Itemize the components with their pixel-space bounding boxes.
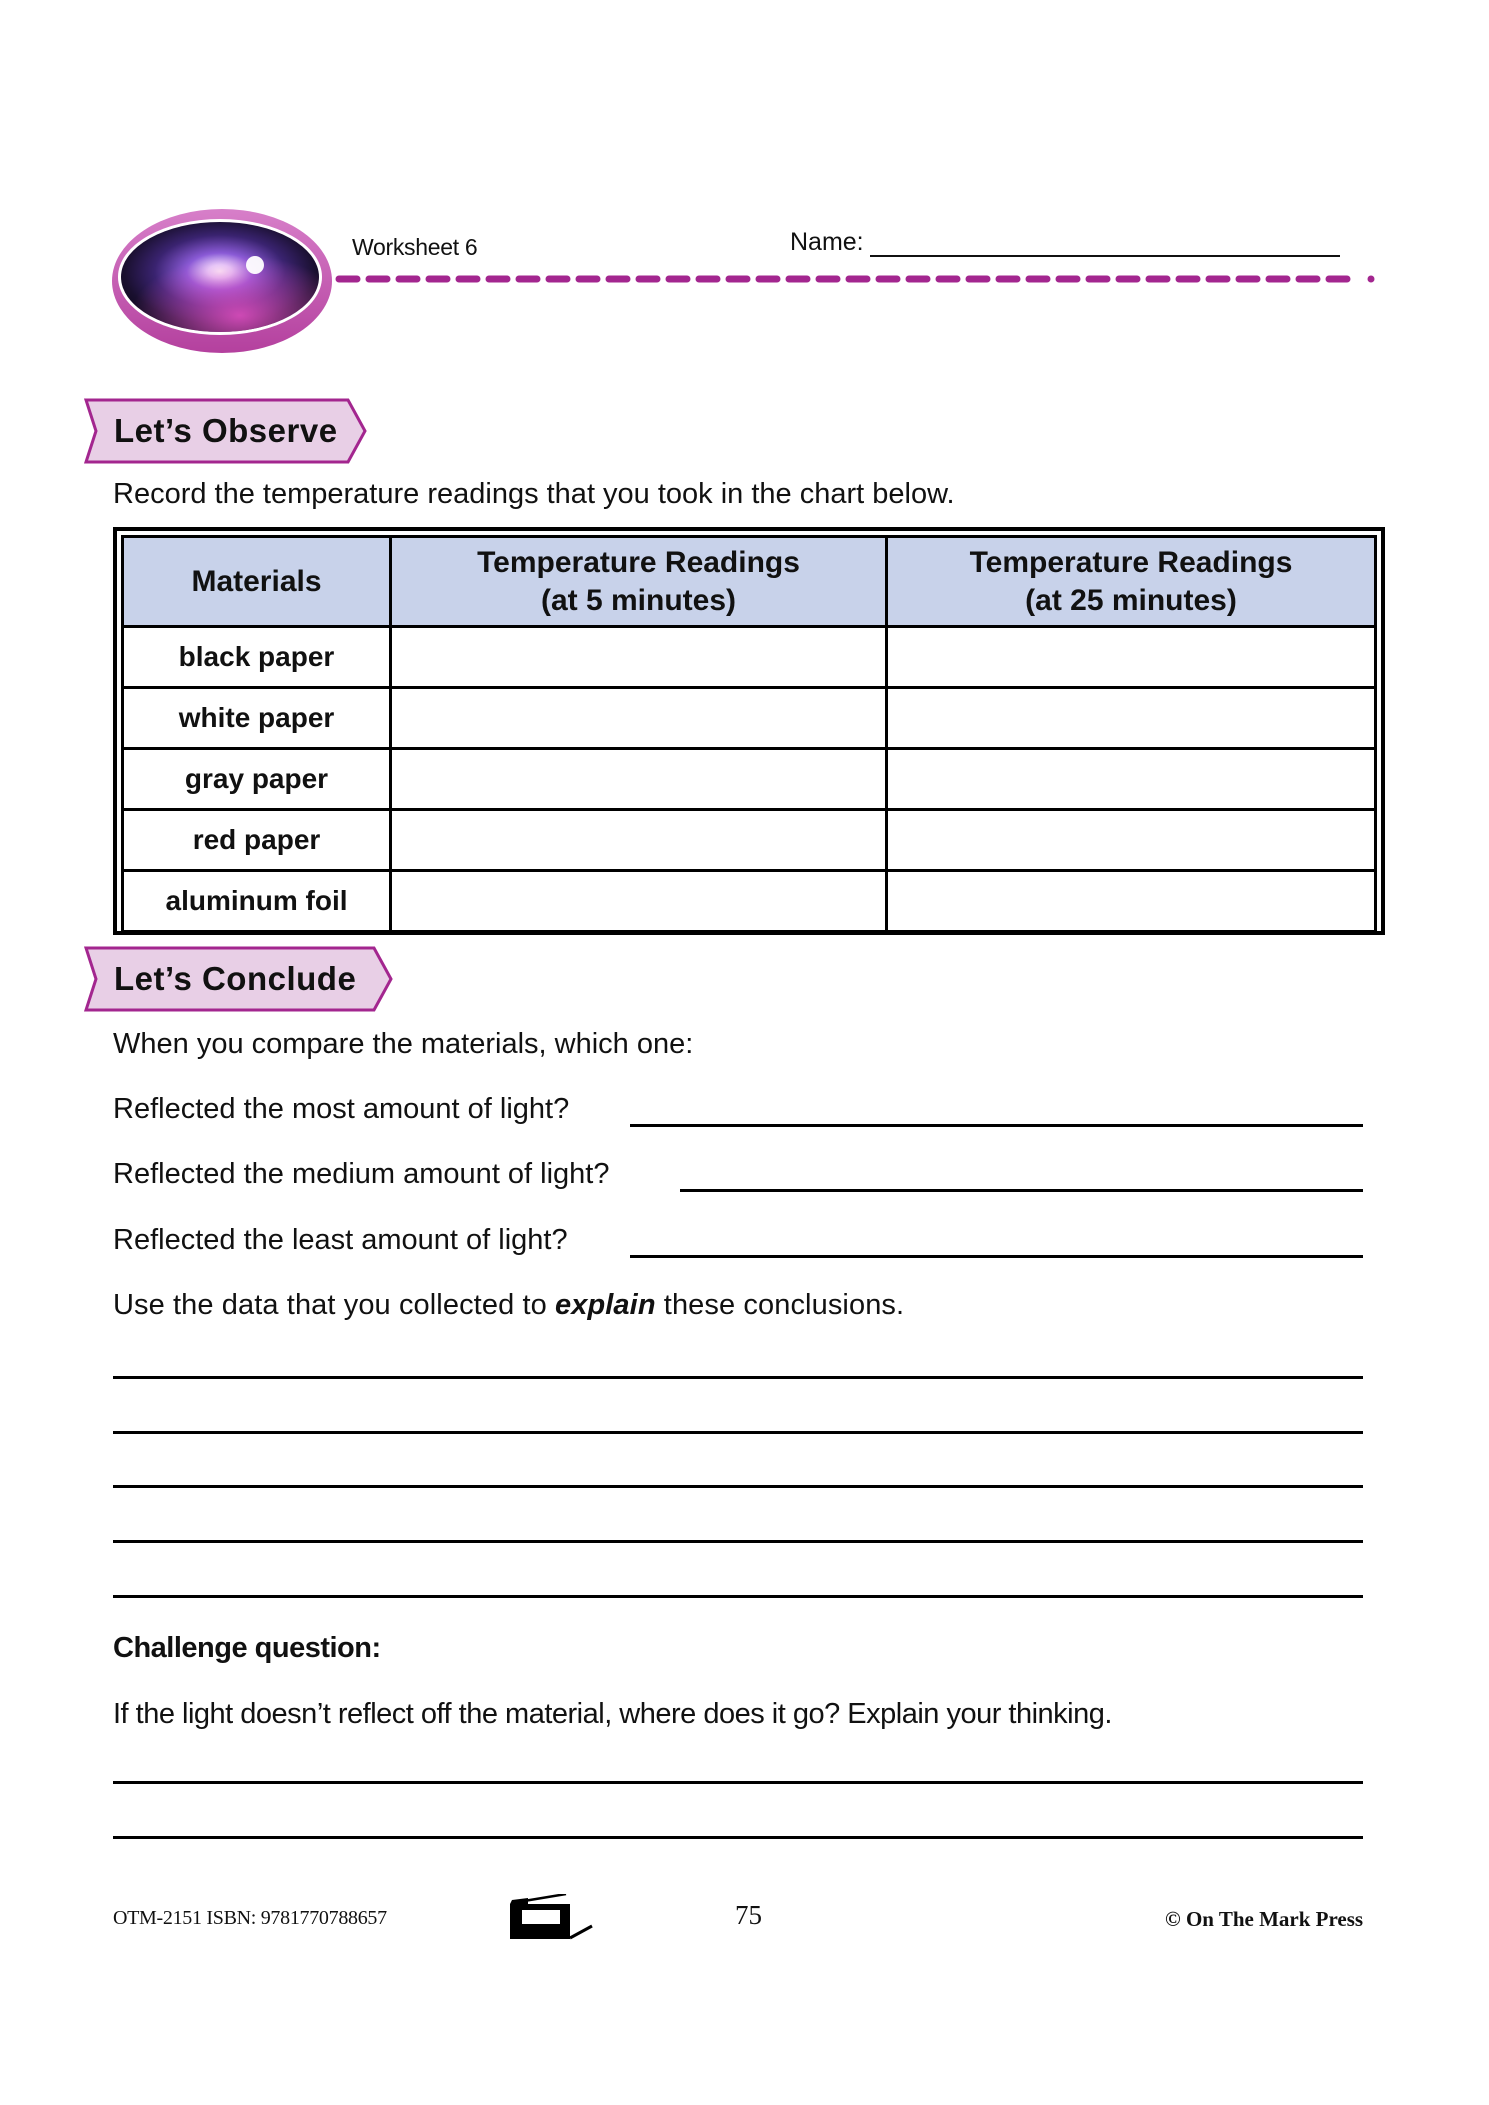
material-cell: red paper [123,810,391,871]
table-row [123,688,1376,749]
explain-line[interactable] [113,1595,1363,1598]
material-cell: black paper [123,627,391,688]
challenge-answer-line[interactable] [113,1836,1363,1839]
col-header-reading-25: Temperature Readings (at 25 minutes) [887,537,1376,627]
name-label: Name: [790,228,864,256]
reading-25-cell[interactable] [887,688,1376,749]
material-cell: white paper [123,688,391,749]
question-medium-light: Reflected the medium amount of light? [113,1158,610,1190]
reading-5-cell[interactable] [391,688,887,749]
lets-observe-title: Let’s Observe [114,412,338,449]
challenge-answer-line[interactable] [113,1781,1363,1784]
table-row [123,871,1376,932]
answer-line-most[interactable] [630,1124,1363,1127]
reading-25-cell[interactable] [887,810,1376,871]
photocopier-icon [508,1894,596,1940]
temperature-table [113,527,1385,935]
col-header-reading-5: Temperature Readings (at 5 minutes) [391,537,887,627]
explain-instruction: Use the data that you collected to explain these conclusions. [113,1289,905,1321]
space-galaxy-logo [110,205,335,355]
reading-5-cell[interactable] [391,749,887,810]
reading-5-cell[interactable] [391,871,887,932]
name-field-row [790,228,1340,257]
explain-line[interactable] [113,1540,1363,1543]
question-most-light: Reflected the most amount of light? [113,1093,570,1125]
name-input-line[interactable] [870,235,1340,257]
answer-line-medium[interactable] [680,1189,1363,1192]
material-cell: gray paper [123,749,391,810]
material-cell: aluminum foil [123,871,391,932]
dashed-divider [335,272,1377,286]
conclude-prompt: When you compare the materials, which one: [113,1028,694,1060]
reading-5-cell[interactable] [391,627,887,688]
reading-25-cell[interactable] [887,749,1376,810]
explain-emphasis: explain [555,1289,656,1321]
lets-observe-banner [84,398,368,464]
question-least-light: Reflected the least amount of light? [113,1224,568,1256]
challenge-question: If the light doesn’t reflect off the material, where does it go? Explain your thinking. [113,1698,1112,1730]
lets-conclude-title: Let’s Conclude [114,960,357,997]
explain-line[interactable] [113,1376,1363,1379]
table-header-row [123,537,1376,627]
observe-instruction: Record the temperature readings that you took in the chart below. [113,478,955,510]
footer-code-isbn: OTM-2151 ISBN: 9781770788657 [113,1907,387,1929]
reading-25-cell[interactable] [887,627,1376,688]
table-row [123,810,1376,871]
explain-line[interactable] [113,1431,1363,1434]
footer-copyright: © On The Mark Press [1165,1907,1364,1931]
reading-5-cell[interactable] [391,810,887,871]
lets-conclude-banner [84,946,394,1012]
table-row [123,749,1376,810]
table-row [123,627,1376,688]
answer-line-least[interactable] [630,1255,1363,1258]
col-header-materials: Materials [123,537,391,627]
page-number: 75 [735,1900,762,1930]
reading-25-cell[interactable] [887,871,1376,932]
explain-line[interactable] [113,1485,1363,1488]
worksheet-label: Worksheet 6 [352,234,478,260]
challenge-title: Challenge question: [113,1632,381,1664]
